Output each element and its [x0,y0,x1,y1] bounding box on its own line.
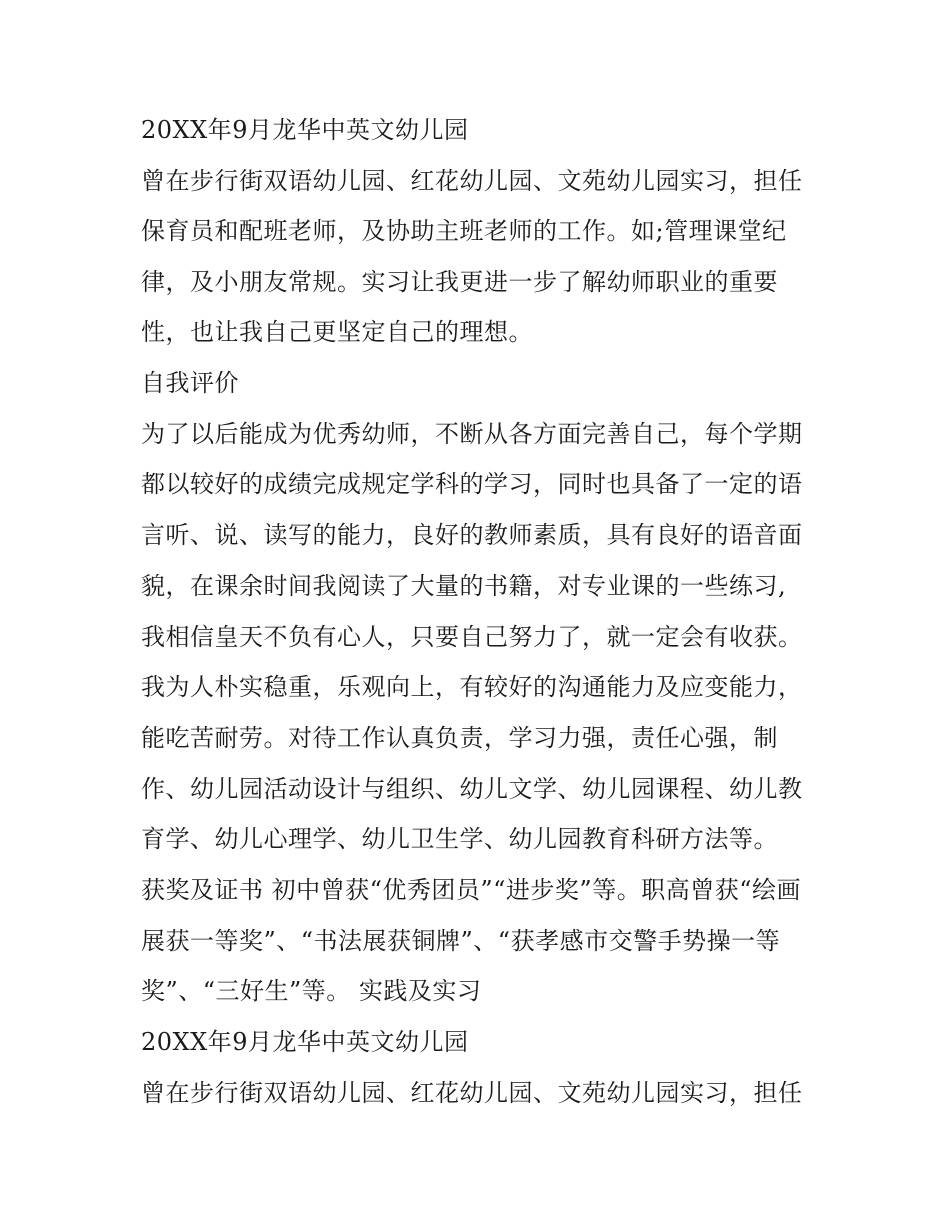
self-evaluation-line: 育学、幼儿心理学、幼儿卫生学、幼儿园教育科研方法等。 [141,825,778,853]
self-evaluation-line: 为了以后能成为优秀幼师，不断从各方面完善自己，每个学期 [141,420,803,448]
internship-paragraph-line: 曾在步行街双语幼儿园、红花幼儿园、文苑幼儿园实习，担任 [141,1079,803,1107]
internship-paragraph-line: 性，也让我自己更坚定自己的理想。 [141,318,533,346]
self-evaluation-line: 都以较好的成绩完成规定学科的学习，同时也具备了一定的语 [141,470,803,498]
internship-paragraph-line: 曾在步行街双语幼儿园、红花幼儿园、文苑幼儿园实习，担任 [141,167,803,195]
internship-date-heading: 20XX年9月龙华中英文幼儿园 [141,1028,469,1056]
internship-paragraph-line: 律，及小朋友常规。实习让我更进一步了解幼师职业的重要 [141,268,778,296]
self-evaluation-line: 能吃苦耐劳。对待工作认真负责，学习力强，责任心强，制 [141,724,778,752]
awards-line: 奖”、“三好生”等。 实践及实习 [141,977,482,1005]
self-evaluation-heading: 自我评价 [141,369,239,397]
internship-date-heading: 20XX年9月龙华中英文幼儿园 [141,116,469,144]
awards-line: 展获一等奖”、“书法展获铜牌”、“获孝感市交警手势操一等 [141,927,781,955]
self-evaluation-line: 言听、说、读写的能力，良好的教师素质，具有良好的语音面 [141,521,803,549]
self-evaluation-line: 我相信皇天不负有心人，只要自己努力了，就一定会有收获。 [141,623,803,651]
awards-line: 获奖及证书 初中曾获“优秀团员”“进步奖”等。职高曾获“绘画 [141,876,801,904]
self-evaluation-line: 作、幼儿园活动设计与组织、幼儿文学、幼儿园课程、幼儿教 [141,775,803,803]
internship-paragraph-line: 保育员和配班老师，及协助主班老师的工作。如;管理课堂纪 [141,217,787,245]
self-evaluation-line: 我为人朴实稳重，乐观向上，有较好的沟通能力及应变能力， [141,673,803,701]
self-evaluation-line: 貌，在课余时间我阅读了大量的书籍，对专业课的一些练习, [141,572,787,600]
